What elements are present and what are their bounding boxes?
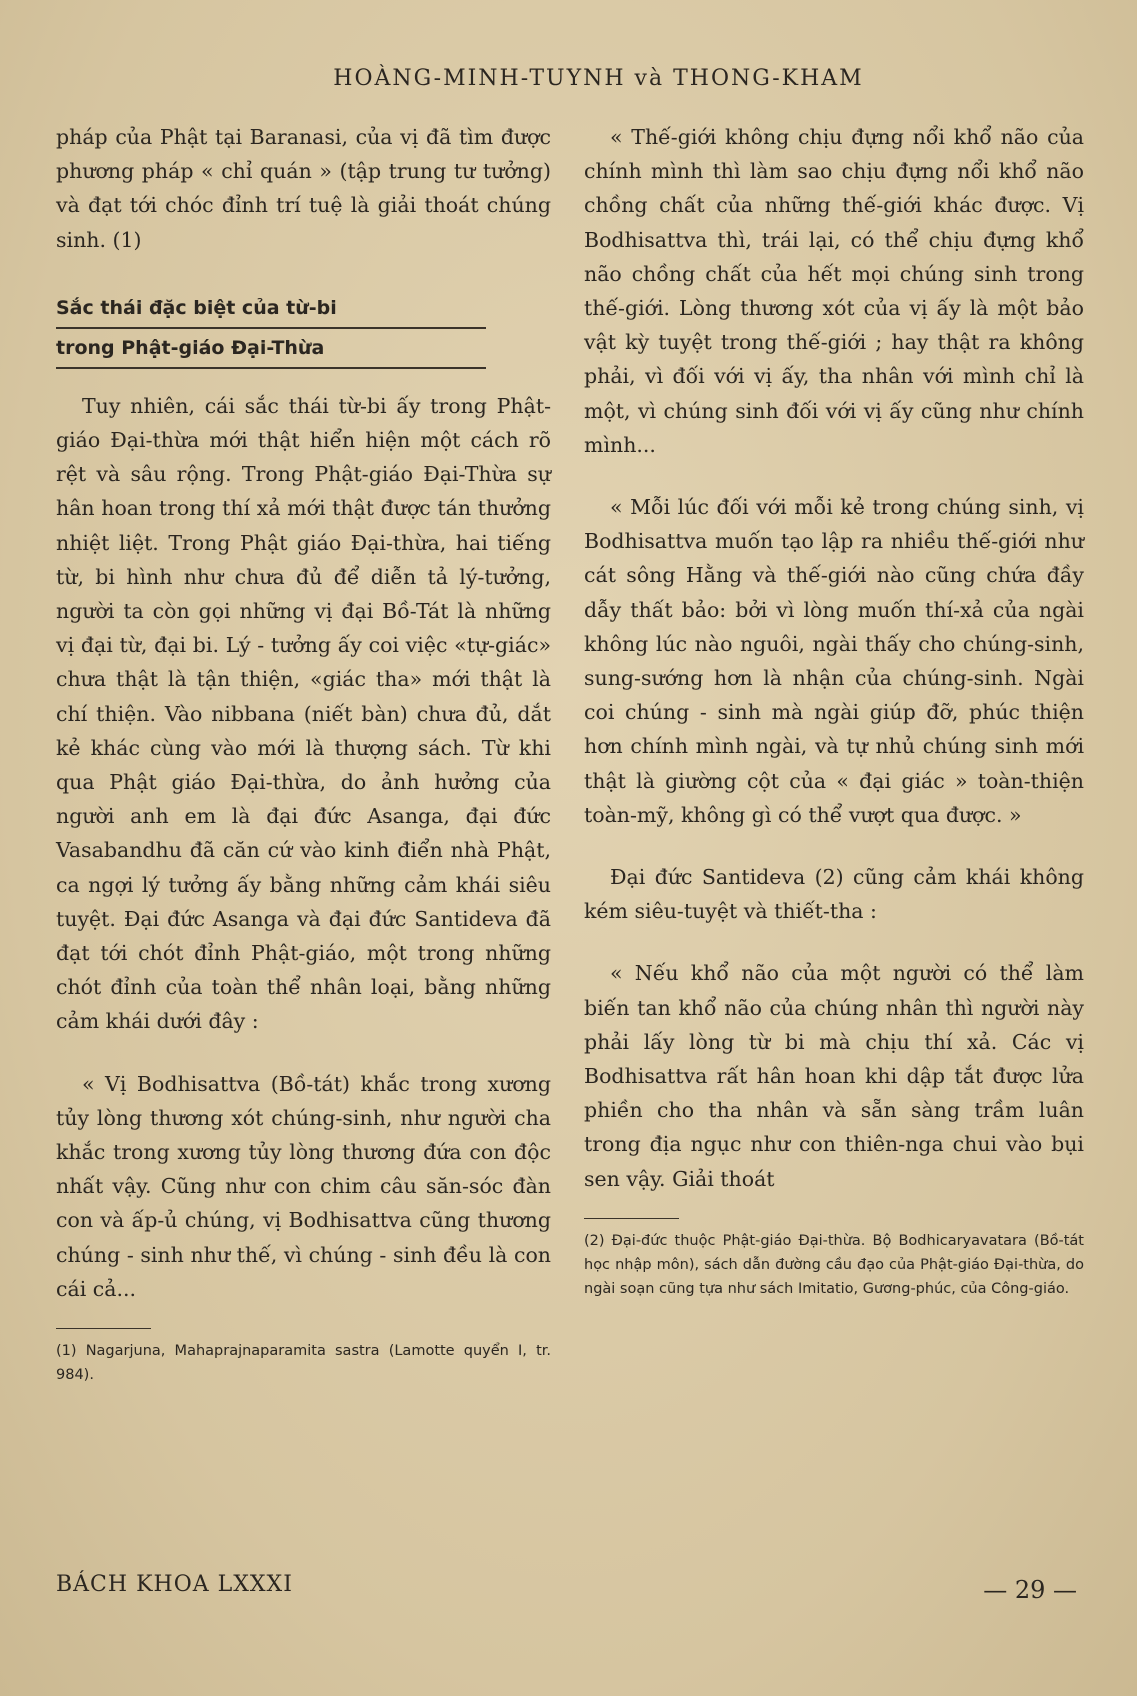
quote-paragraph-4: « Nếu khổ não của một người có thể làm biến tan khổ não của chúng nhân thì người này phải lấy lòng từ bi mà chịu thí xả. Các vị Bodhisattva rất hân hoan khi dập tắt được lửa phiền cho tha nhân và sẵn sàng trầm luân trong địa ngục như con thiên-nga chui vào bụi sen vậy. Giải thoát	[584, 961, 1084, 1191]
section-title-line-2: trong Phật-giáo Đại-Thừa	[56, 329, 486, 369]
footnote-2: (2) Đại-đức thuộc Phật-giáo Đại-thừa. Bộ Bodhicaryavatara (Bồ-tát học nhập môn), sách dẫn đường cầu đạo của Phật-giáo Đại-thừa, do ngài soạn cũng tựa như sách Imitatio, Gương-phúc, của Công-giáo.	[584, 1232, 1084, 1297]
magazine-title: BÁCH KHOA LXXXI	[56, 1572, 293, 1597]
right-column	[584, 120, 1084, 1301]
footnote-divider	[584, 1218, 679, 1219]
intro-paragraph: pháp của Phật tại Baranasi, của vị đã tìm được phương pháp « chỉ quán » (tập trung tư tưởng) và đạt tới chóc đỉnh trí tuệ là giải thoát chúng sinh. (1)	[56, 125, 551, 252]
left-column	[56, 120, 551, 1387]
quote-paragraph-1: « Vị Bodhisattva (Bồ-tát) khắc trong xương tủy lòng thương xót chúng-sinh, như người cha khắc trong xương tủy lòng thương đứa con độc nhất vậy. Cũng như con chim câu săn-sóc đàn con và ấp-ủ chúng, vị Bodhisattva cũng thương chúng - sinh như thế, vì chúng - sinh đều là con cái cả...	[56, 1071, 551, 1301]
section-title-line-1: Sắc thái đặc biệt của từ-bi	[56, 289, 486, 329]
section-title	[56, 289, 551, 369]
body-paragraph-2: Đại đức Santideva (2) cũng cảm khái không kém siêu-tuyệt và thiết-tha :	[584, 865, 1084, 924]
quote-paragraph-2: « Thế-giới không chịu đựng nổi khổ não của chính mình thì làm sao chịu đựng nổi khổ não chồng chất của những thế-giới khác được. Vị Bodhisattva thì, trái lại, có thể chịu đựng khổ não chồng chất của hết mọi chúng sinh trong thế-giới. Lòng thương xót của vị ấy là một bảo vật kỳ tuyệt trong thế-giới ; hay thật ra không phải, vì đối với vị ấy, tha nhân với mình chỉ là một, vì chúng sinh đối với vị ấy cũng như chính mình...	[584, 125, 1084, 457]
page-number: — 29 —	[983, 1576, 1077, 1604]
footnote-divider	[56, 1328, 151, 1329]
body-paragraph-1: Tuy nhiên, cái sắc thái từ-bi ấy trong Phật-giáo Đại-thừa mới thật hiển hiện một cách rõ rệt và sâu rộng. Trong Phật-giáo Đại-Thừa sự hân hoan trong thí xả mới thật được tán thưởng nhiệt liệt. Trong Phật giáo Đại-thừa, hai tiếng từ, bi hình như chưa đủ để diễn tả lý-tưởng, người ta còn gọi những vị đại Bồ-Tát là những vị đại từ, đại bi. Lý - tưởng ấy coi việc «tự-giác» chưa thật là tận thiện, «giác tha» mới thật là chí thiện. Vào nibbana (niết bàn) chưa đủ, dắt kẻ khác cùng vào mới là thượng sách. Từ khi qua Phật giáo Đại-thừa, do ảnh hưởng của người anh em là đại đức Asanga, đại đức Vasabandhu đã căn cứ vào kinh điển nhà Phật, ca ngợi lý tưởng ấy bằng những cảm khái siêu tuyệt. Đại đức Asanga và đại đức Santideva đã đạt tới chót đỉnh Phật-giáo, một trong những chót đỉnh của toàn thể nhân loại, bằng những cảm khái dưới đây :	[56, 393, 551, 1034]
running-header: HOÀNG-MINH-TUYNH và THONG-KHAM	[333, 66, 864, 91]
quote-paragraph-3: « Mỗi lúc đối với mỗi kẻ trong chúng sinh, vị Bodhisattva muốn tạo lập ra nhiều thế-giới như cát sông Hằng và thế-giới nào cũng chứa đầy dẫy thất bảo: bởi vì lòng muốn thí-xả của ngài không lúc nào nguôi, ngài thấy cho chúng-sinh, sung-sướng hơn là nhận của chúng-sinh. Ngài coi chúng - sinh mà ngài giúp đỡ, phúc thiện hơn chính mình ngài, và tự nhủ chúng sinh mới thật là giường cột của « đại giác » toàn-thiện toàn-mỹ, không gì có thể vượt qua được. »	[584, 495, 1084, 827]
footnote-1: (1) Nagarjuna, Mahaprajnaparamita sastra (Lamotte quyển I, tr. 984).	[56, 1343, 551, 1384]
